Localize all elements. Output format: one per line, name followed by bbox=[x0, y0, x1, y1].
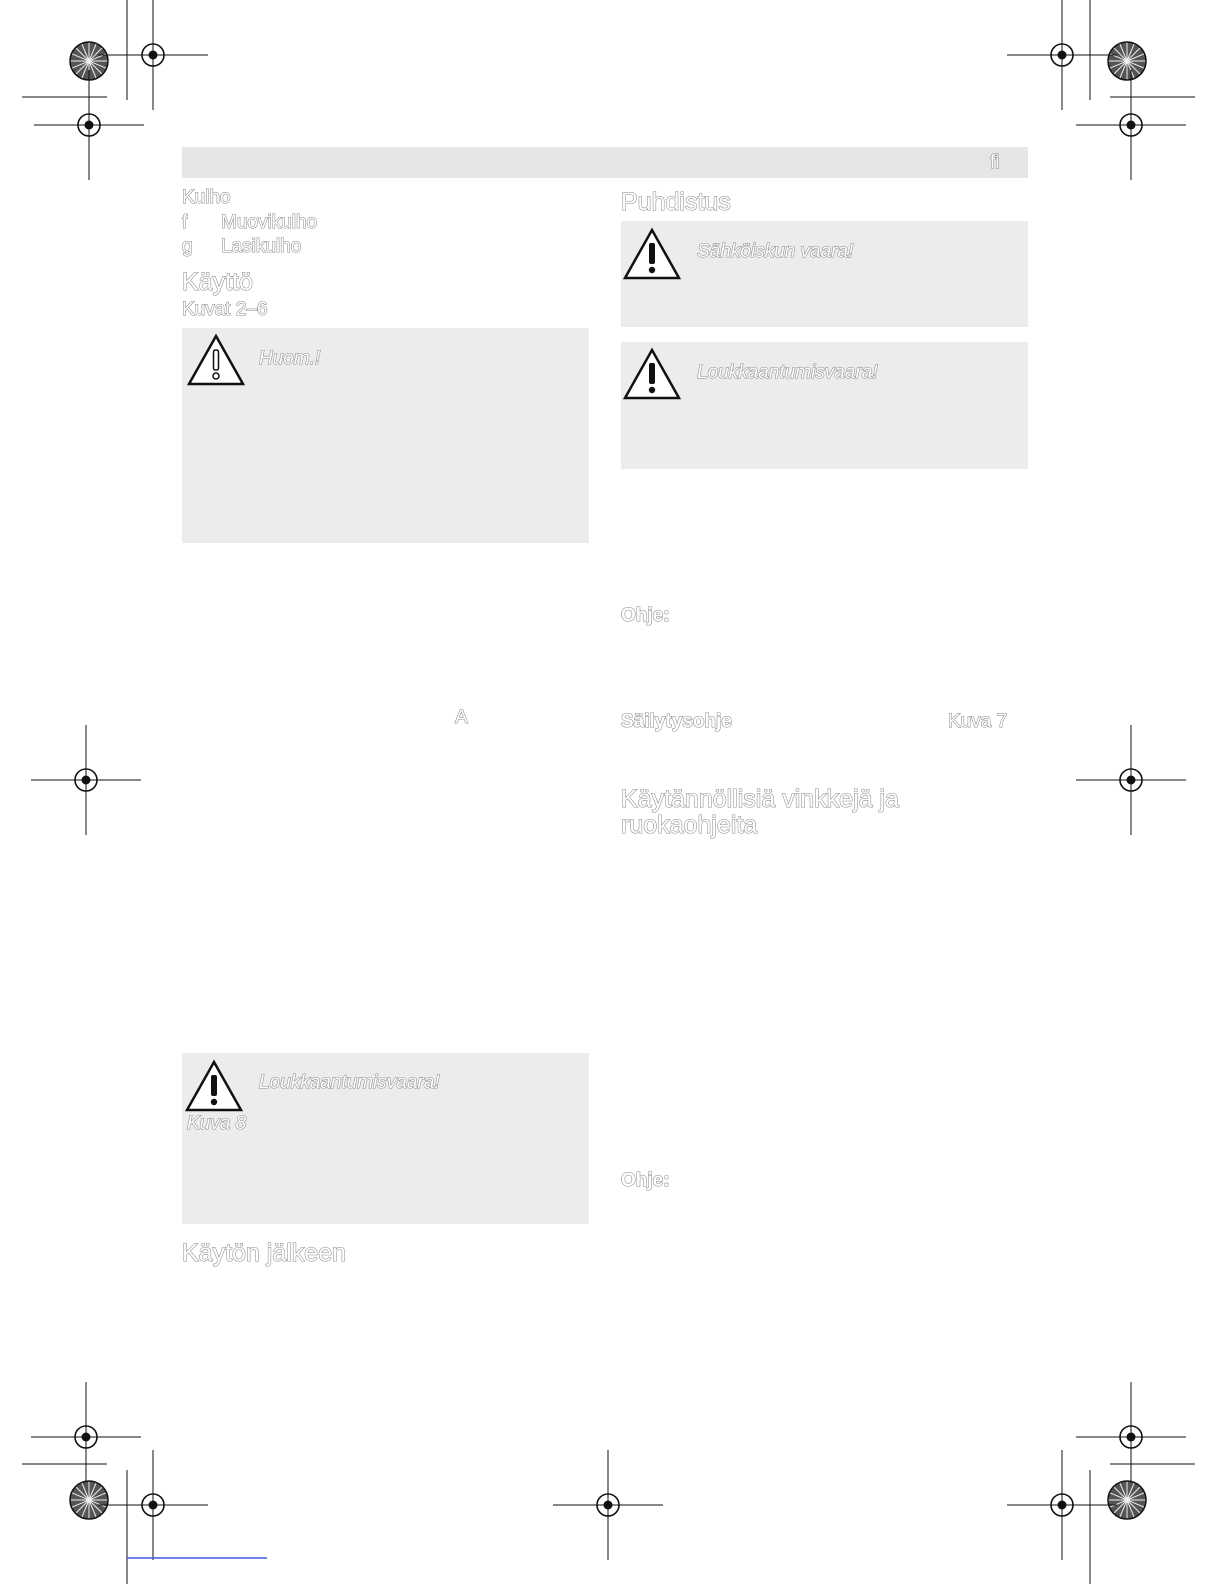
injury-figure: Kuva 8 bbox=[187, 1113, 247, 1134]
header-bar bbox=[182, 147, 1028, 178]
bowl-item-label: Lasikulho bbox=[221, 236, 302, 257]
bowl-heading: Kulho bbox=[182, 187, 231, 208]
injury-title: Loukkaantumisvaara! bbox=[259, 1072, 440, 1093]
warning-triangle-icon bbox=[186, 333, 246, 387]
storage-figure: Kuva 7 bbox=[948, 711, 1008, 732]
language-code: fi bbox=[990, 152, 1000, 173]
note-title: Huom.! bbox=[259, 348, 321, 369]
bowl-item-label: Muovikulho bbox=[221, 212, 318, 233]
injury-title: Loukkaantumisvaara! bbox=[697, 362, 878, 383]
tips-heading-line1: Käytännöllisiä vinkkejä ja bbox=[621, 785, 899, 813]
warning-triangle-icon bbox=[622, 227, 682, 281]
tip-label: Ohje: bbox=[621, 1170, 670, 1191]
stray-letter: A bbox=[455, 707, 468, 728]
shock-panel bbox=[621, 221, 1028, 327]
tips-heading-line2: ruokaohjeita bbox=[621, 811, 758, 839]
shock-title: Sähköiskun vaara! bbox=[697, 241, 854, 262]
warning-triangle-icon bbox=[622, 347, 682, 401]
warning-triangle-icon bbox=[184, 1059, 244, 1113]
storage-label: Säilytysohje bbox=[621, 711, 732, 732]
use-figures: Kuvat 2–6 bbox=[182, 299, 268, 320]
use-heading: Käyttö bbox=[182, 268, 253, 296]
bowl-item-letter: f bbox=[182, 212, 188, 233]
after-use-heading: Käytön jälkeen bbox=[182, 1239, 347, 1267]
cleaning-heading: Puhdistus bbox=[621, 188, 731, 216]
tip-label: Ohje: bbox=[621, 605, 670, 626]
bowl-item-letter: g bbox=[182, 236, 193, 257]
